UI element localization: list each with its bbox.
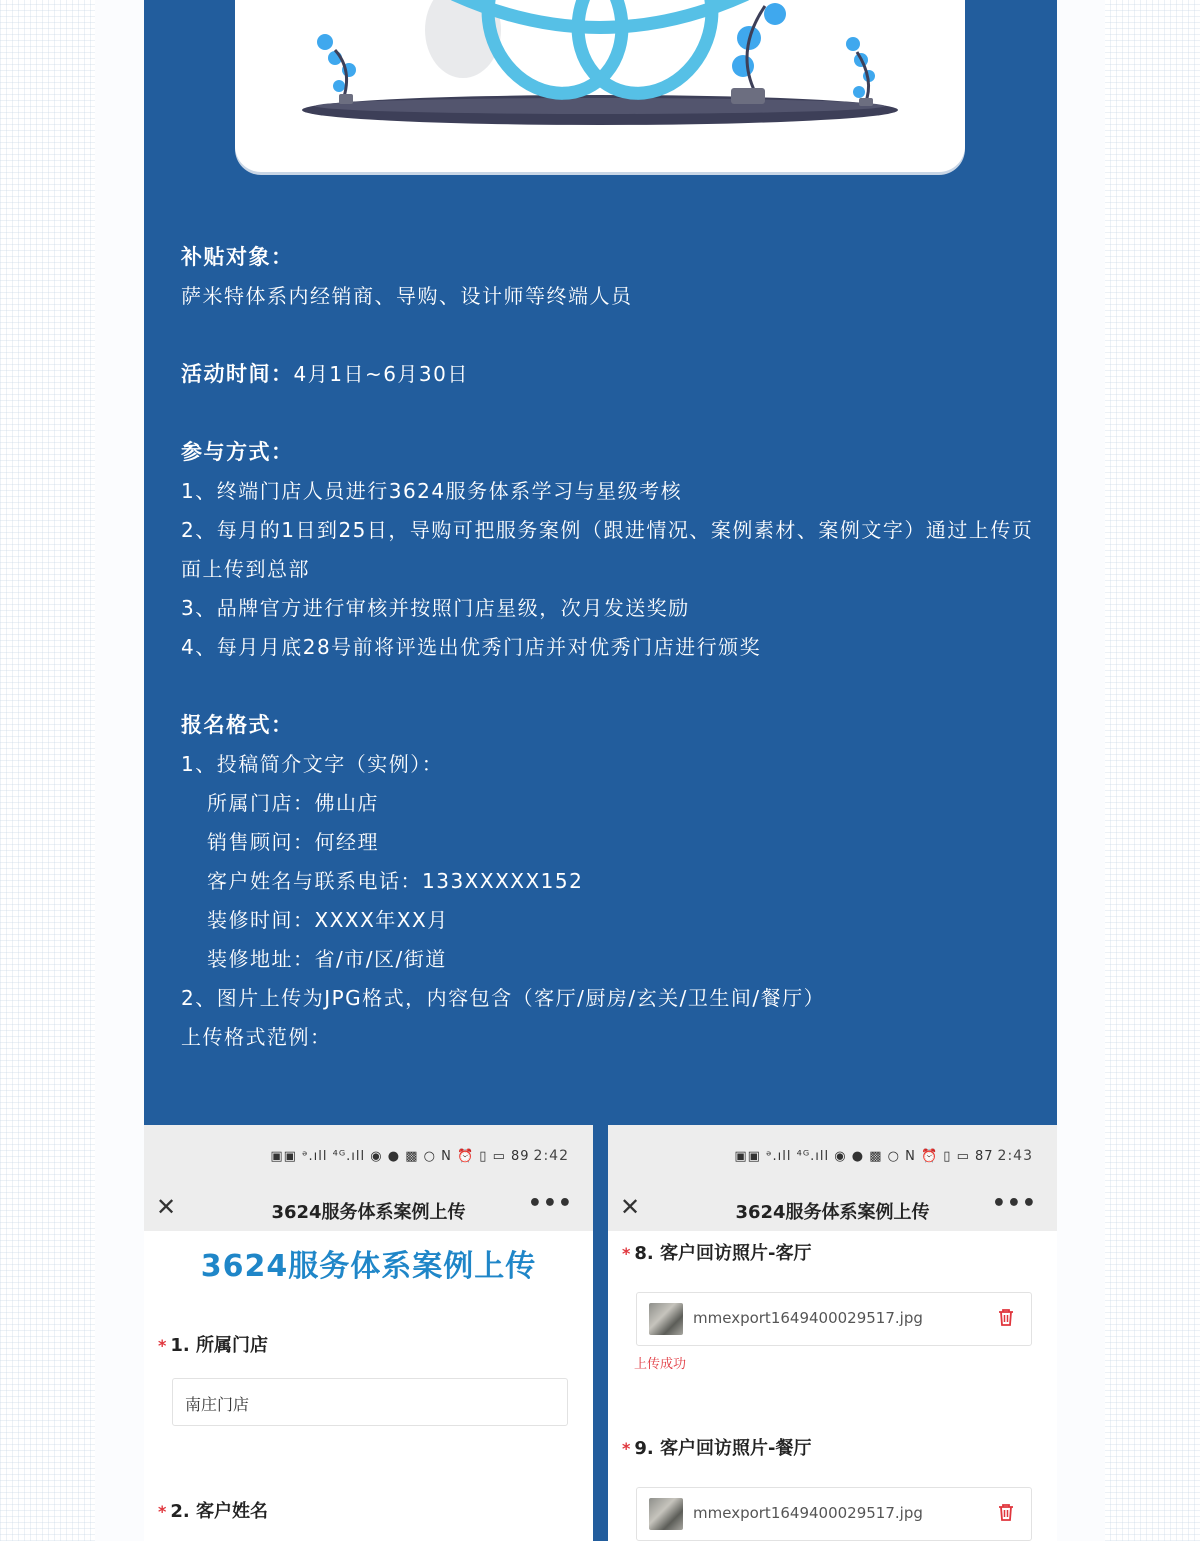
store-input-value: 南庄门店 <box>185 1395 250 1414</box>
file-name: mmexport1649400029517.jpg <box>693 1309 923 1327</box>
status-icons: ▣▣ ᵊ.ıll ⁴ᴳ.ıll ◉ ● ▩ ○ N ⏰ ▯ ▭ <box>270 1149 506 1164</box>
format-heading: 报名格式： <box>181 713 294 737</box>
activity-description <box>181 238 1041 1057</box>
close-icon[interactable]: ✕ <box>620 1193 641 1221</box>
store-input[interactable] <box>172 1378 568 1426</box>
image-rule: 2、图片上传为JPG格式，内容包含（客厅/厨房/玄关/卫生间/餐厅） <box>181 986 826 1010</box>
atom-illustration <box>235 0 965 172</box>
hero-illustration-card <box>235 0 965 172</box>
nav-title: 3624服务体系案例上传 <box>271 1202 466 1223</box>
subsidy-heading: 补贴对象： <box>181 245 294 269</box>
photo-thumbnail <box>649 1303 683 1335</box>
upload-success-text: 上传成功 <box>634 1357 687 1372</box>
participation-item: 2、每月的1日到25日，导购可把服务案例（跟进情况、案例素材、案例文字）通过上传页面上传到总部 <box>181 518 1034 581</box>
question-label: * 9. 客户回访照片-餐厅 <box>622 1438 812 1459</box>
close-icon[interactable]: ✕ <box>156 1193 177 1221</box>
format-field: 所属门店：佛山店 <box>207 791 379 815</box>
question-label: * 2. 客户姓名 <box>158 1501 269 1522</box>
more-icon[interactable]: ••• <box>991 1191 1037 1216</box>
question-label: * 8. 客户回访照片-客厅 <box>622 1243 812 1264</box>
participation-heading: 参与方式： <box>181 440 294 464</box>
more-icon[interactable]: ••• <box>527 1191 573 1216</box>
format-field: 销售顾问：何经理 <box>207 830 379 854</box>
subsidy-text: 萨米特体系内经销商、导购、设计师等终端人员 <box>181 284 633 308</box>
uploaded-file[interactable] <box>636 1292 1032 1346</box>
nav-title: 3624服务体系案例上传 <box>735 1202 930 1223</box>
trash-icon[interactable] <box>997 1307 1015 1327</box>
nav-bar <box>608 1189 1057 1231</box>
status-time: 2:43 <box>997 1148 1033 1164</box>
nav-bar <box>144 1189 593 1231</box>
status-bar <box>144 1125 593 1189</box>
status-time: 2:42 <box>533 1148 569 1164</box>
form-title: 3624服务体系案例上传 <box>200 1249 537 1284</box>
example-label: 上传格式范例： <box>181 1025 332 1049</box>
uploaded-file[interactable] <box>636 1487 1032 1541</box>
participation-item: 1、终端门店人员进行3624服务体系学习与星级考核 <box>181 479 683 503</box>
participation-item: 3、品牌官方进行审核并按照门店星级，次月发送奖励 <box>181 596 690 620</box>
format-field: 装修地址：省/市/区/街道 <box>207 947 447 971</box>
format-intro: 1、投稿简介文字（实例）： <box>181 752 444 776</box>
example-screenshot-form-start <box>144 1125 593 1541</box>
photo-thumbnail <box>649 1498 683 1530</box>
period-text: 4月1日~6月30日 <box>293 362 469 386</box>
status-bar <box>608 1125 1057 1189</box>
example-screenshot-photo-upload <box>608 1125 1057 1541</box>
format-field: 装修时间：XXXX年XX月 <box>207 908 449 932</box>
battery-level: 87 <box>975 1149 994 1164</box>
question-label: * 1. 所属门店 <box>158 1335 269 1356</box>
battery-level: 89 <box>511 1149 530 1164</box>
participation-item: 4、每月月底28号前将评选出优秀门店并对优秀门店进行颁奖 <box>181 635 762 659</box>
trash-icon[interactable] <box>997 1502 1015 1522</box>
format-field: 客户姓名与联系电话：133XXXXX152 <box>207 869 584 893</box>
status-icons: ▣▣ ᵊ.ıll ⁴ᴳ.ıll ◉ ● ▩ ○ N ⏰ ▯ ▭ <box>734 1149 970 1164</box>
period-heading: 活动时间： <box>181 362 294 386</box>
file-name: mmexport1649400029517.jpg <box>693 1504 923 1522</box>
